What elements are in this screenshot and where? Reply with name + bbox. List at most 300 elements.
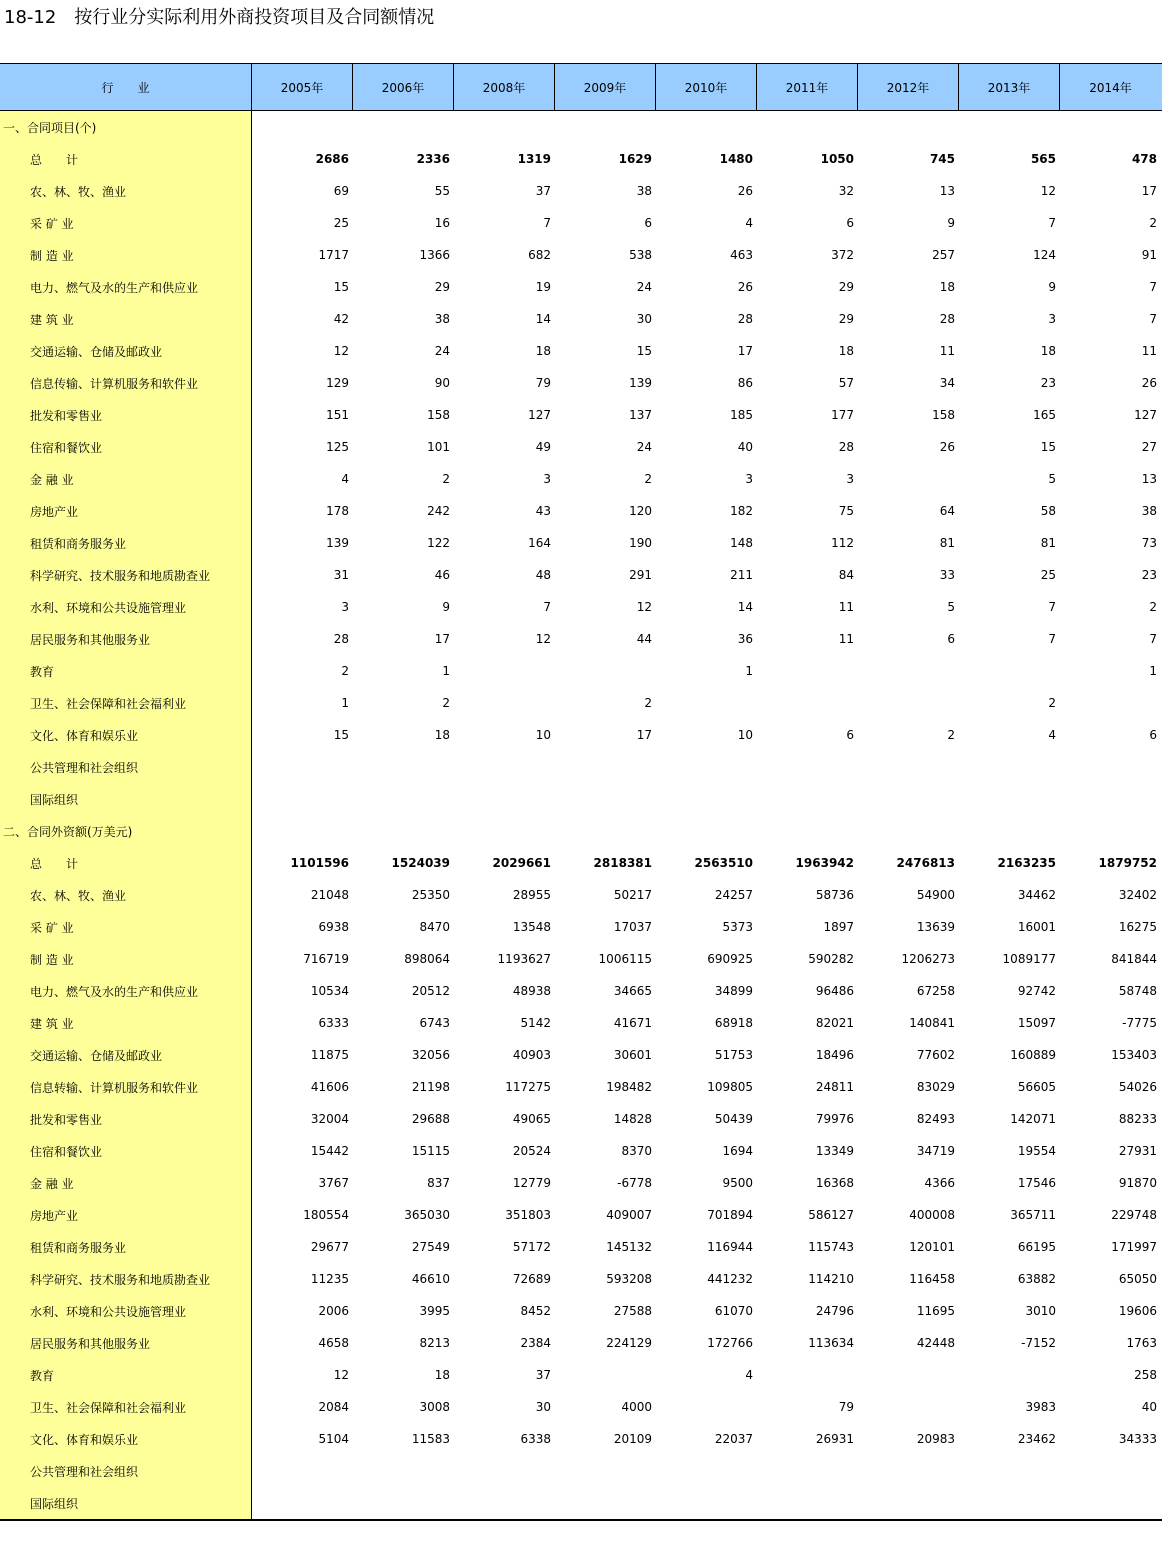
table-row [252, 1135, 1162, 1167]
section-header: 二、合同外资额(万美元) [3, 824, 133, 839]
row-label: 水利、环境和公共设施管理业 [30, 1304, 187, 1319]
table-row [252, 911, 1162, 943]
value-cell: 40 [1141, 1400, 1157, 1414]
table-row [252, 847, 1162, 879]
industry-column [0, 111, 252, 1519]
value-cell: 34665 [613, 984, 652, 998]
value-cell: 56605 [1017, 1080, 1056, 1094]
value-cell: 11583 [411, 1432, 450, 1446]
value-cell: 18 [939, 280, 955, 294]
header-year: 2008年 [454, 64, 555, 110]
row-label: 教育 [30, 664, 55, 679]
value-cell: 12 [333, 1368, 349, 1382]
value-cell: 10 [535, 728, 551, 742]
row-label: 电力、燃气及水的生产和供应业 [30, 280, 199, 295]
value-cell: 12 [1040, 184, 1056, 198]
value-cell: 18 [535, 344, 551, 358]
value-cell: 1480 [719, 152, 753, 166]
value-cell: 365030 [404, 1208, 450, 1222]
table-row [252, 1487, 1162, 1519]
table-row [252, 1359, 1162, 1391]
value-cell: 11235 [310, 1272, 349, 1286]
value-cell: 49065 [512, 1112, 551, 1126]
value-cell: 177 [831, 408, 854, 422]
value-cell: 229748 [1111, 1208, 1157, 1222]
table-row [252, 719, 1162, 751]
value-cell: 32056 [411, 1048, 450, 1062]
value-cell: 58736 [815, 888, 854, 902]
table-row [252, 1391, 1162, 1423]
value-cell: 590282 [808, 952, 854, 966]
table-row [252, 1167, 1162, 1199]
value-cell: 6 [644, 216, 652, 230]
value-cell: 48938 [512, 984, 551, 998]
value-cell: 51753 [714, 1048, 753, 1062]
section-header: 一、合同项目(个) [3, 120, 97, 135]
value-cell: 258 [1134, 1368, 1157, 1382]
value-cell: 2 [341, 664, 349, 678]
value-cell: 63882 [1017, 1272, 1056, 1286]
value-cell: 2 [1149, 216, 1157, 230]
value-cell: -6778 [617, 1176, 652, 1190]
value-cell: 837 [427, 1176, 450, 1190]
value-cell: 66195 [1017, 1240, 1056, 1254]
value-cell: 1963942 [795, 856, 854, 870]
value-cell: 478 [1131, 152, 1157, 166]
value-cell: 6938 [318, 920, 349, 934]
value-cell: 1101596 [290, 856, 349, 870]
value-cell: 6 [846, 216, 854, 230]
table-row [252, 1231, 1162, 1263]
row-label: 公共管理和社会组织 [30, 1464, 139, 1479]
value-cell: 38 [1141, 504, 1157, 518]
value-cell: 139 [629, 376, 652, 390]
data-table [0, 63, 1162, 1521]
value-cell: 61070 [714, 1304, 753, 1318]
value-cell: 4 [745, 216, 753, 230]
value-cell: 67258 [916, 984, 955, 998]
value-cell: 127 [528, 408, 551, 422]
value-cell: 182 [730, 504, 753, 518]
value-cell: 27 [1141, 440, 1157, 454]
value-cell: 17 [636, 728, 652, 742]
table-row [252, 1295, 1162, 1327]
value-cell: 57172 [512, 1240, 551, 1254]
table-header [0, 63, 1162, 111]
value-cell: 38 [636, 184, 652, 198]
value-cell: 6333 [318, 1016, 349, 1030]
value-cell: 50217 [613, 888, 652, 902]
value-cell: 5142 [520, 1016, 551, 1030]
value-cell: 29 [434, 280, 450, 294]
row-label: 居民服务和其他服务业 [30, 632, 151, 647]
value-cell: 65050 [1118, 1272, 1157, 1286]
value-cell: 8452 [520, 1304, 551, 1318]
value-cell: 593208 [606, 1272, 652, 1286]
value-cell: 441232 [707, 1272, 753, 1286]
value-cell: 1006115 [598, 952, 652, 966]
value-cell: 124 [1033, 248, 1056, 262]
value-cell: 29 [838, 280, 854, 294]
row-label: 房地产业 [30, 1208, 79, 1223]
table-row [252, 1423, 1162, 1455]
value-cell: 33 [939, 568, 955, 582]
value-cell: 2 [1048, 696, 1056, 710]
value-cell: 129 [326, 376, 349, 390]
value-cell: 180554 [303, 1208, 349, 1222]
table-row [252, 431, 1162, 463]
value-cell: 18496 [815, 1048, 854, 1062]
value-cell: 17 [737, 344, 753, 358]
value-cell: 37 [535, 184, 551, 198]
value-cell: 27931 [1118, 1144, 1157, 1158]
table-row [252, 143, 1162, 175]
row-label: 住宿和餐饮业 [30, 1144, 103, 1159]
value-cell: 165 [1033, 408, 1056, 422]
table-row [252, 527, 1162, 559]
value-cell: 1 [1149, 664, 1157, 678]
value-cell: 20524 [512, 1144, 551, 1158]
value-cell: 8213 [419, 1336, 450, 1350]
value-cell: 9500 [722, 1176, 753, 1190]
value-cell: 46610 [411, 1272, 450, 1286]
value-cell: 12 [333, 344, 349, 358]
value-cell: 28 [838, 440, 854, 454]
value-cell: 7 [1149, 312, 1157, 326]
row-label: 住宿和餐饮业 [30, 440, 103, 455]
row-label: 科学研究、技术服务和地质勘查业 [30, 568, 211, 583]
value-cell: 86 [737, 376, 753, 390]
table-row [252, 815, 1162, 847]
value-cell: 32004 [310, 1112, 349, 1126]
value-cell: 160889 [1010, 1048, 1056, 1062]
row-label: 租赁和商务服务业 [30, 1240, 127, 1255]
value-cell: 2563510 [694, 856, 753, 870]
row-label: 金 融 业 [30, 1176, 74, 1191]
table-row [252, 399, 1162, 431]
value-cell: 139 [326, 536, 349, 550]
value-cell: 20512 [411, 984, 450, 998]
value-cell: 7 [543, 600, 551, 614]
value-cell: 82493 [916, 1112, 955, 1126]
value-cell: 83029 [916, 1080, 955, 1094]
value-cell: 690925 [707, 952, 753, 966]
value-cell: 42 [333, 312, 349, 326]
value-cell: 164 [528, 536, 551, 550]
header-year: 2006年 [353, 64, 454, 110]
value-cell: 15115 [411, 1144, 450, 1158]
header-year: 2011年 [757, 64, 858, 110]
table-row [252, 943, 1162, 975]
value-cell: 34719 [916, 1144, 955, 1158]
value-cell: 171997 [1111, 1240, 1157, 1254]
row-label: 批发和零售业 [30, 408, 103, 423]
value-cell: 43 [535, 504, 551, 518]
value-cell: 9 [947, 216, 955, 230]
row-label: 水利、环境和公共设施管理业 [30, 600, 187, 615]
value-cell: 2 [442, 472, 450, 486]
value-cell: 409007 [606, 1208, 652, 1222]
value-cell: 117275 [505, 1080, 551, 1094]
value-cell: 58748 [1118, 984, 1157, 998]
value-cell: 32402 [1118, 888, 1157, 902]
value-cell: 114210 [808, 1272, 854, 1286]
value-cell: 7 [543, 216, 551, 230]
table-row [252, 463, 1162, 495]
value-cell: 5 [947, 600, 955, 614]
value-cell: 14 [737, 600, 753, 614]
value-cell: 24796 [815, 1304, 854, 1318]
value-cell: 185 [730, 408, 753, 422]
value-cell: 17 [1141, 184, 1157, 198]
value-cell: 28 [333, 632, 349, 646]
value-cell: 22037 [714, 1432, 753, 1446]
value-cell: 44 [636, 632, 652, 646]
value-cell: 82021 [815, 1016, 854, 1030]
value-cell: 2476813 [896, 856, 955, 870]
value-cell: 77602 [916, 1048, 955, 1062]
value-cell: 27588 [613, 1304, 652, 1318]
value-cell: 18 [434, 728, 450, 742]
value-cell: 112 [831, 536, 854, 550]
value-cell: 49 [535, 440, 551, 454]
value-cell: 2 [442, 696, 450, 710]
value-cell: 28 [737, 312, 753, 326]
row-label: 金 融 业 [30, 472, 74, 487]
value-cell: 7 [1048, 216, 1056, 230]
table-row [252, 687, 1162, 719]
value-cell: 120101 [909, 1240, 955, 1254]
value-cell: 28 [939, 312, 955, 326]
value-cell: 28955 [512, 888, 551, 902]
value-cell: 79 [535, 376, 551, 390]
value-cell: 20983 [916, 1432, 955, 1446]
value-cell: 15 [333, 728, 349, 742]
value-cell: 1089177 [1002, 952, 1056, 966]
value-cell: 2 [644, 696, 652, 710]
value-cell: 4366 [924, 1176, 955, 1190]
value-cell: 586127 [808, 1208, 854, 1222]
value-cell: 12 [535, 632, 551, 646]
value-cell: 79976 [815, 1112, 854, 1126]
value-cell: 3767 [318, 1176, 349, 1190]
value-cell: 2006 [318, 1304, 349, 1318]
value-cell: 12 [636, 600, 652, 614]
table-row [252, 239, 1162, 271]
row-label: 科学研究、技术服务和地质勘查业 [30, 1272, 211, 1287]
value-cell: 34462 [1017, 888, 1056, 902]
value-cell: 23462 [1017, 1432, 1056, 1446]
table-row [252, 655, 1162, 687]
value-cell: 84 [838, 568, 854, 582]
value-cell: 25 [333, 216, 349, 230]
value-cell: 6 [846, 728, 854, 742]
value-cell: 565 [1030, 152, 1056, 166]
value-cell: 29688 [411, 1112, 450, 1126]
row-label: 交通运输、仓储及邮政业 [30, 344, 163, 359]
value-cell: 4 [341, 472, 349, 486]
table-row [252, 495, 1162, 527]
value-cell: 2336 [416, 152, 450, 166]
value-cell: 14 [535, 312, 551, 326]
value-cell: 46 [434, 568, 450, 582]
value-cell: 120 [629, 504, 652, 518]
table-row [252, 335, 1162, 367]
table-row [252, 623, 1162, 655]
row-label: 农、林、牧、渔业 [30, 888, 127, 903]
value-cell: 32 [838, 184, 854, 198]
header-year: 2013年 [959, 64, 1060, 110]
value-cell: 145132 [606, 1240, 652, 1254]
value-cell: 13 [1141, 472, 1157, 486]
value-cell: 1 [341, 696, 349, 710]
value-cell: 211 [730, 568, 753, 582]
row-label: 卫生、社会保障和社会福利业 [30, 1400, 187, 1415]
value-cell: 6 [1149, 728, 1157, 742]
table-row [252, 1327, 1162, 1359]
value-cell: 16275 [1118, 920, 1157, 934]
value-cell: 115743 [808, 1240, 854, 1254]
value-cell: 21198 [411, 1080, 450, 1094]
value-cell: 1763 [1126, 1336, 1157, 1350]
value-cell: 1319 [517, 152, 551, 166]
value-cell: 19 [535, 280, 551, 294]
header-year: 2014年 [1089, 80, 1132, 95]
value-cell: 79 [838, 1400, 854, 1414]
value-cell: 463 [730, 248, 753, 262]
value-cell: 10 [737, 728, 753, 742]
value-cell: 26931 [815, 1432, 854, 1446]
value-cell: 17 [434, 632, 450, 646]
value-cell: 5373 [722, 920, 753, 934]
value-cell: 5 [1048, 472, 1056, 486]
value-cell: 8470 [419, 920, 450, 934]
value-cell: 19606 [1118, 1304, 1157, 1318]
header-year: 2010年 [656, 64, 757, 110]
value-cell: 26 [1141, 376, 1157, 390]
header-year: 2012年 [858, 64, 959, 110]
value-cell: 137 [629, 408, 652, 422]
value-cell: 140841 [909, 1016, 955, 1030]
value-cell: 16368 [815, 1176, 854, 1190]
value-cell: 142071 [1010, 1112, 1056, 1126]
value-cell: 158 [932, 408, 955, 422]
table-row [252, 1039, 1162, 1071]
value-cell: 11 [939, 344, 955, 358]
value-cell: 365711 [1010, 1208, 1056, 1222]
value-cell: 26 [939, 440, 955, 454]
value-cell: 153403 [1111, 1048, 1157, 1062]
value-cell: 2 [947, 728, 955, 742]
table-row [252, 303, 1162, 335]
value-cell: 11 [838, 632, 854, 646]
value-cell: 116944 [707, 1240, 753, 1254]
value-cell: 30601 [613, 1048, 652, 1062]
value-cell: 125 [326, 440, 349, 454]
value-cell: 13349 [815, 1144, 854, 1158]
value-cell: 31 [333, 568, 349, 582]
value-cell: 351803 [505, 1208, 551, 1222]
value-cell: 15 [1040, 440, 1056, 454]
value-cell: 198482 [606, 1080, 652, 1094]
value-cell: 1717 [318, 248, 349, 262]
row-label: 农、林、牧、渔业 [30, 184, 127, 199]
row-label: 房地产业 [30, 504, 79, 519]
value-cell: 1206273 [901, 952, 955, 966]
value-cell: 3 [846, 472, 854, 486]
value-cell: 42448 [916, 1336, 955, 1350]
value-cell: 257 [932, 248, 955, 262]
value-cell: 7 [1149, 632, 1157, 646]
value-cell: 13548 [512, 920, 551, 934]
values-column [252, 111, 1162, 1519]
value-cell: 1694 [722, 1144, 753, 1158]
value-cell: -7775 [1122, 1016, 1157, 1030]
value-cell: 25350 [411, 888, 450, 902]
value-cell: 745 [929, 152, 955, 166]
value-cell: 2686 [315, 152, 349, 166]
value-cell: 2029661 [492, 856, 551, 870]
value-cell: 3983 [1025, 1400, 1056, 1414]
value-cell: 73 [1141, 536, 1157, 550]
table-row [252, 783, 1162, 815]
value-cell: 400008 [909, 1208, 955, 1222]
value-cell: 34899 [714, 984, 753, 998]
row-label: 信息传输、计算机服务和软件业 [30, 376, 199, 391]
table-row [252, 207, 1162, 239]
value-cell: 682 [528, 248, 551, 262]
row-label: 采 矿 业 [30, 216, 74, 231]
value-cell: 8370 [621, 1144, 652, 1158]
value-cell: 30 [636, 312, 652, 326]
value-cell: 122 [427, 536, 450, 550]
row-label: 电力、燃气及水的生产和供应业 [30, 984, 199, 999]
value-cell: 1050 [820, 152, 854, 166]
value-cell: 9 [1048, 280, 1056, 294]
table-bottom-border [0, 1519, 1162, 1521]
value-cell: 178 [326, 504, 349, 518]
value-cell: 40903 [512, 1048, 551, 1062]
header-industry: 行 业 [0, 64, 252, 110]
value-cell: 4658 [318, 1336, 349, 1350]
value-cell: 17037 [613, 920, 652, 934]
value-cell: 190 [629, 536, 652, 550]
value-cell: 37 [535, 1368, 551, 1382]
value-cell: 69 [333, 184, 349, 198]
row-label: 卫生、社会保障和社会福利业 [30, 696, 187, 711]
value-cell: 18 [838, 344, 854, 358]
row-label: 教育 [30, 1368, 55, 1383]
header-year: 2009年 [555, 64, 656, 110]
row-label: 制 造 业 [30, 248, 74, 263]
value-cell: 34 [939, 376, 955, 390]
value-cell: 27549 [411, 1240, 450, 1254]
value-cell: 15097 [1017, 1016, 1056, 1030]
value-cell: 57 [838, 376, 854, 390]
value-cell: 242 [427, 504, 450, 518]
value-cell: 6338 [520, 1432, 551, 1446]
table-row [252, 975, 1162, 1007]
value-cell: 151 [326, 408, 349, 422]
value-cell: 6743 [419, 1016, 450, 1030]
value-cell: 11875 [310, 1048, 349, 1062]
value-cell: 12779 [512, 1176, 551, 1190]
value-cell: 24 [636, 280, 652, 294]
value-cell: 91 [1141, 248, 1157, 262]
table-row [252, 271, 1162, 303]
value-cell: 898064 [404, 952, 450, 966]
value-cell: 16 [434, 216, 450, 230]
